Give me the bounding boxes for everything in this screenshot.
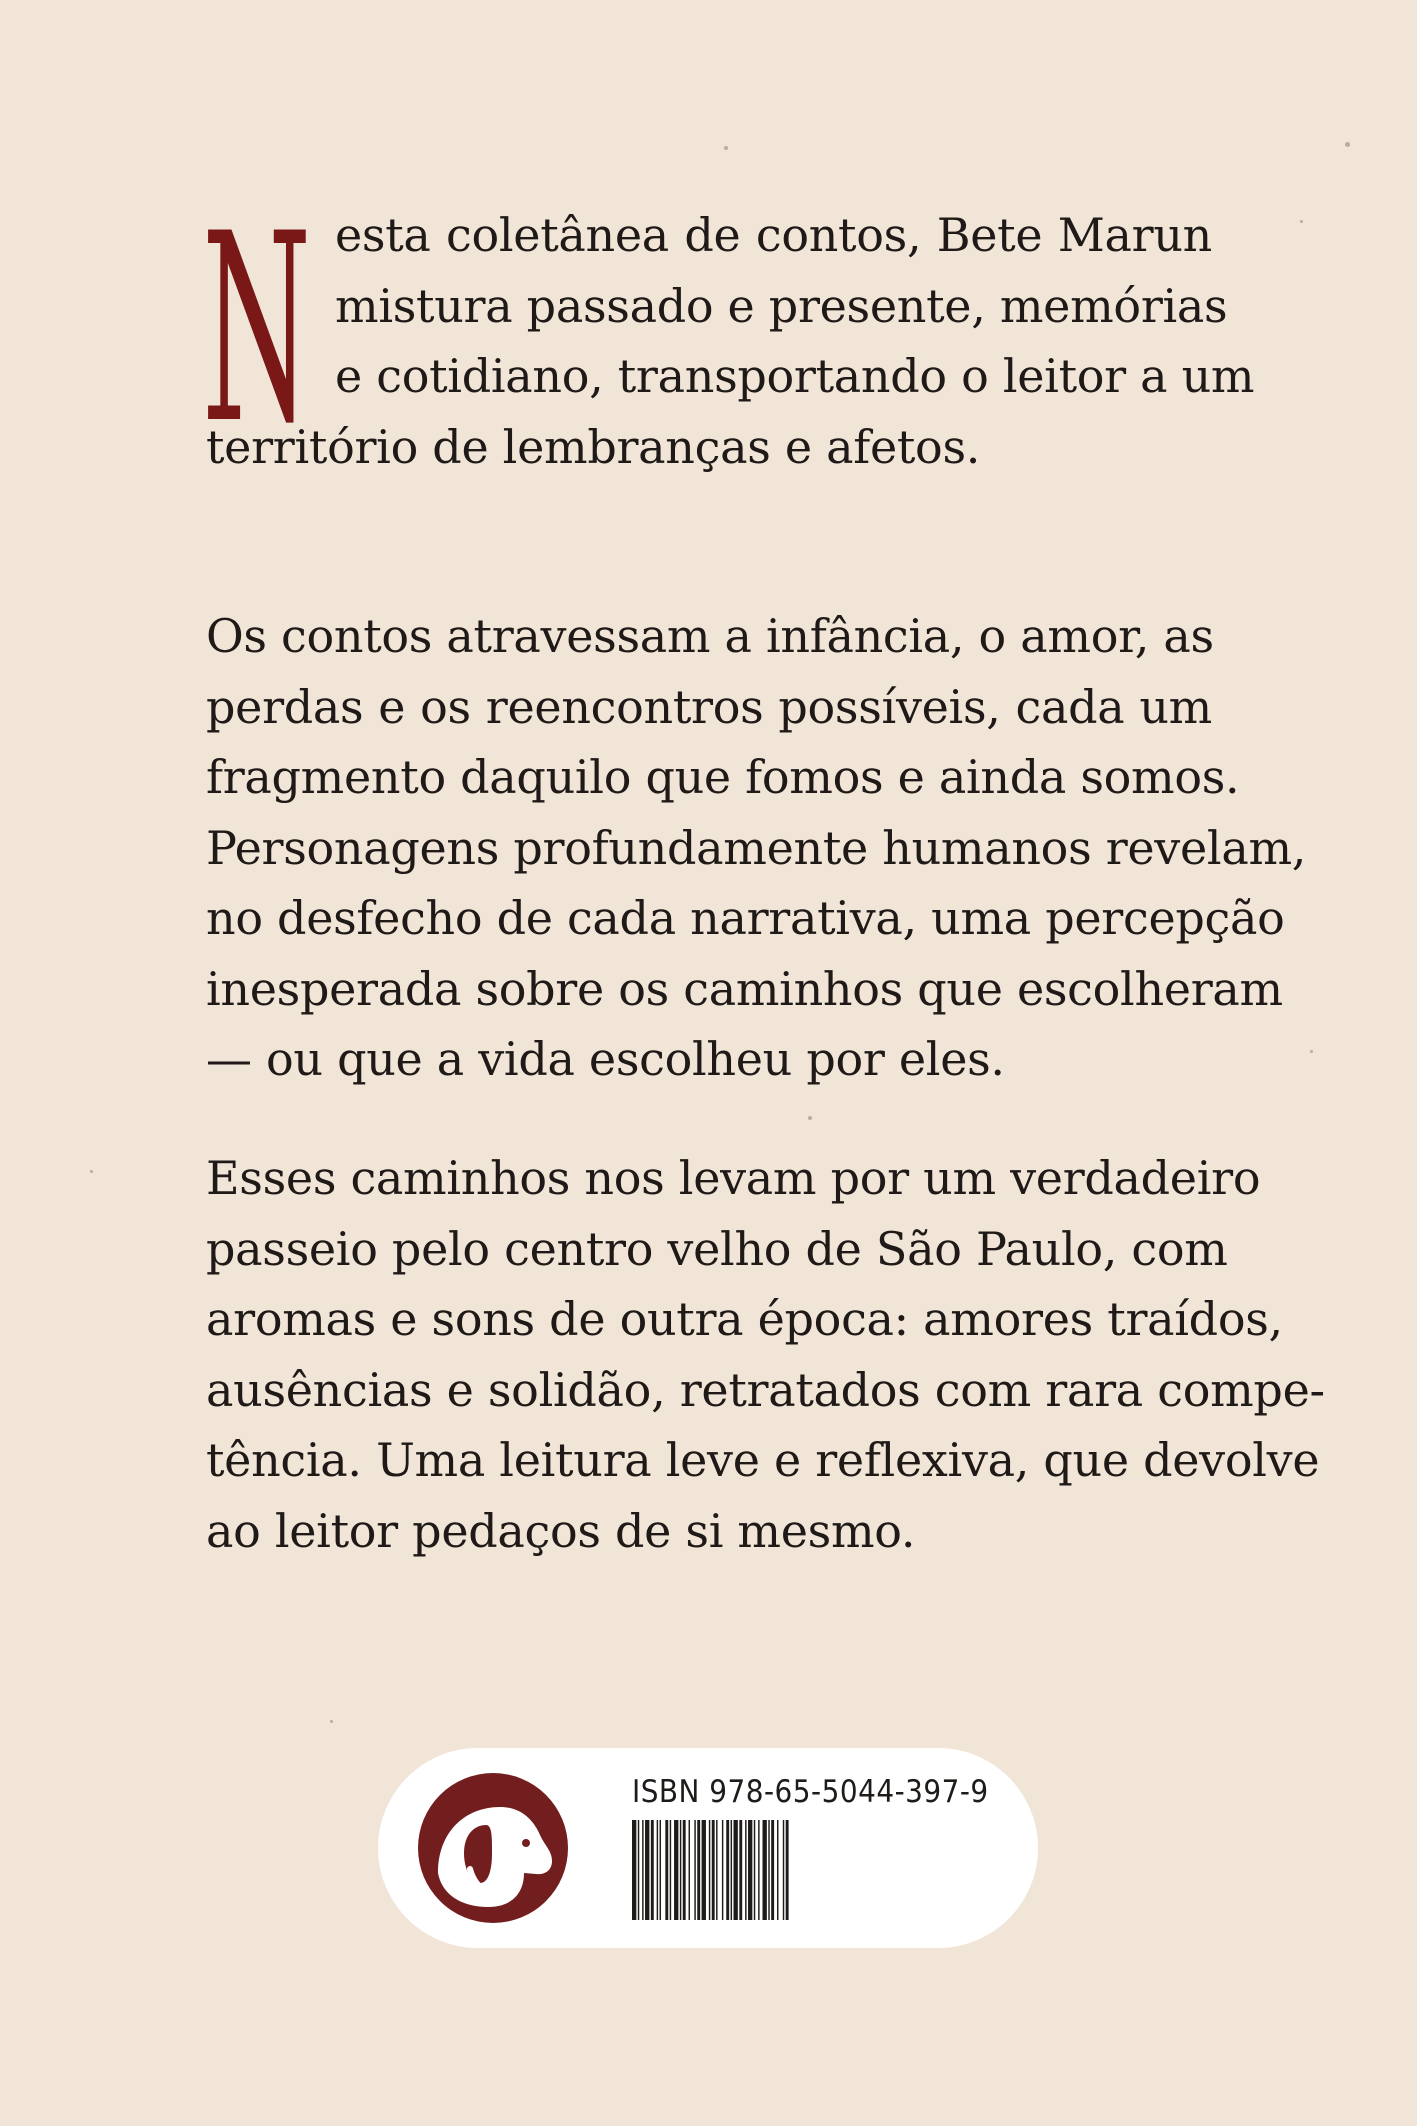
barcode-bar (758, 1820, 759, 1920)
barcode-bar (731, 1820, 732, 1920)
paragraph-line: ausências e solidão, retratados com rara compe- (206, 1362, 1325, 1417)
paragraph-line: — ou que a vida escolheu por eles. (206, 1032, 1005, 1086)
barcode-bar (734, 1820, 738, 1920)
paragraph-line: mistura passado e presente, memórias (335, 278, 1228, 333)
barcode-bar (660, 1820, 661, 1920)
paper-speck (724, 146, 728, 150)
barcode (632, 1820, 938, 1920)
paragraph-line: perdas e os reencontros possíveis, cada um (206, 679, 1212, 734)
barcode-bar (726, 1820, 729, 1920)
barcode-bar (651, 1820, 654, 1920)
barcode-bar (645, 1820, 649, 1920)
paragraph-line: esta coletânea de contos, Bete Marun (335, 208, 1212, 262)
paper-speck (90, 1170, 93, 1173)
paragraph-line: ao leitor pedaços de si mesmo. (206, 1503, 916, 1558)
barcode-bar (689, 1820, 690, 1920)
barcode-bar (657, 1820, 658, 1920)
paragraph-3 (206, 1143, 1325, 1566)
barcode-bar (768, 1820, 769, 1920)
paragraph-2 (206, 601, 1307, 1095)
isbn-label: ISBN 978-65-5044-397-9 (632, 1774, 989, 1810)
barcode-bar (763, 1820, 767, 1920)
barcode-bar (777, 1820, 778, 1920)
publisher-logo (418, 1773, 568, 1923)
paragraph-line: Esses caminhos nos levam por um verdadeiro (206, 1151, 1261, 1205)
barcode-bar (632, 1820, 636, 1920)
barcode-bar (697, 1820, 700, 1920)
paper-speck (330, 1720, 333, 1723)
barcode-bar (665, 1820, 668, 1920)
barcode-bar (642, 1820, 643, 1920)
paragraph-line: e cotidiano, transportando o leitor a um (335, 349, 1255, 403)
barcode-bar (754, 1820, 755, 1920)
paper-speck (808, 1116, 812, 1120)
barcode-bar (683, 1820, 686, 1920)
barcode-bar (674, 1820, 678, 1920)
paragraph-line: Os contos atravessam a infância, o amor, as (206, 609, 1214, 663)
barcode-bar (670, 1820, 671, 1920)
barcode-bar (702, 1820, 706, 1920)
barcode-bar (745, 1820, 746, 1920)
paragraph-line: Personagens profundamente humanos revelam, (206, 820, 1307, 875)
isbn-badge (378, 1748, 1038, 1948)
barcode-bar (709, 1820, 710, 1920)
drop-cap: N (202, 179, 312, 481)
paragraph-1 (206, 200, 1255, 482)
barcode-bar (783, 1820, 784, 1920)
barcode-bar (680, 1820, 681, 1920)
paper-speck (1310, 1050, 1313, 1053)
barcode-bar (712, 1820, 715, 1920)
barcode-bar (786, 1820, 789, 1920)
paragraph-line: inesperada sobre os caminhos que escolheram (206, 961, 1283, 1016)
paragraph-line: aromas e sons de outra época: amores traídos, (206, 1292, 1283, 1346)
paragraph-line: tência. Uma leitura leve e reflexiva, que devolve (206, 1433, 1320, 1487)
barcode-bar (716, 1820, 717, 1920)
barcode-bar (771, 1820, 774, 1920)
dog-head-icon (418, 1773, 568, 1923)
barcode-bar (722, 1820, 723, 1920)
paragraph-line: fragmento daquilo que fomos e ainda somos. (206, 750, 1240, 804)
barcode-bar (748, 1820, 752, 1920)
barcode-bar (739, 1820, 742, 1920)
paragraph-line: no desfecho de cada narrativa, uma percepção (206, 891, 1285, 945)
paper-speck (1345, 142, 1350, 147)
paragraph-line: território de lembranças e afetos. (206, 419, 981, 474)
paper-speck (1300, 220, 1303, 223)
paragraph-line: passeio pelo centro velho de São Paulo, com (206, 1221, 1228, 1276)
barcode-bar (694, 1820, 695, 1920)
barcode-bar (638, 1820, 639, 1920)
